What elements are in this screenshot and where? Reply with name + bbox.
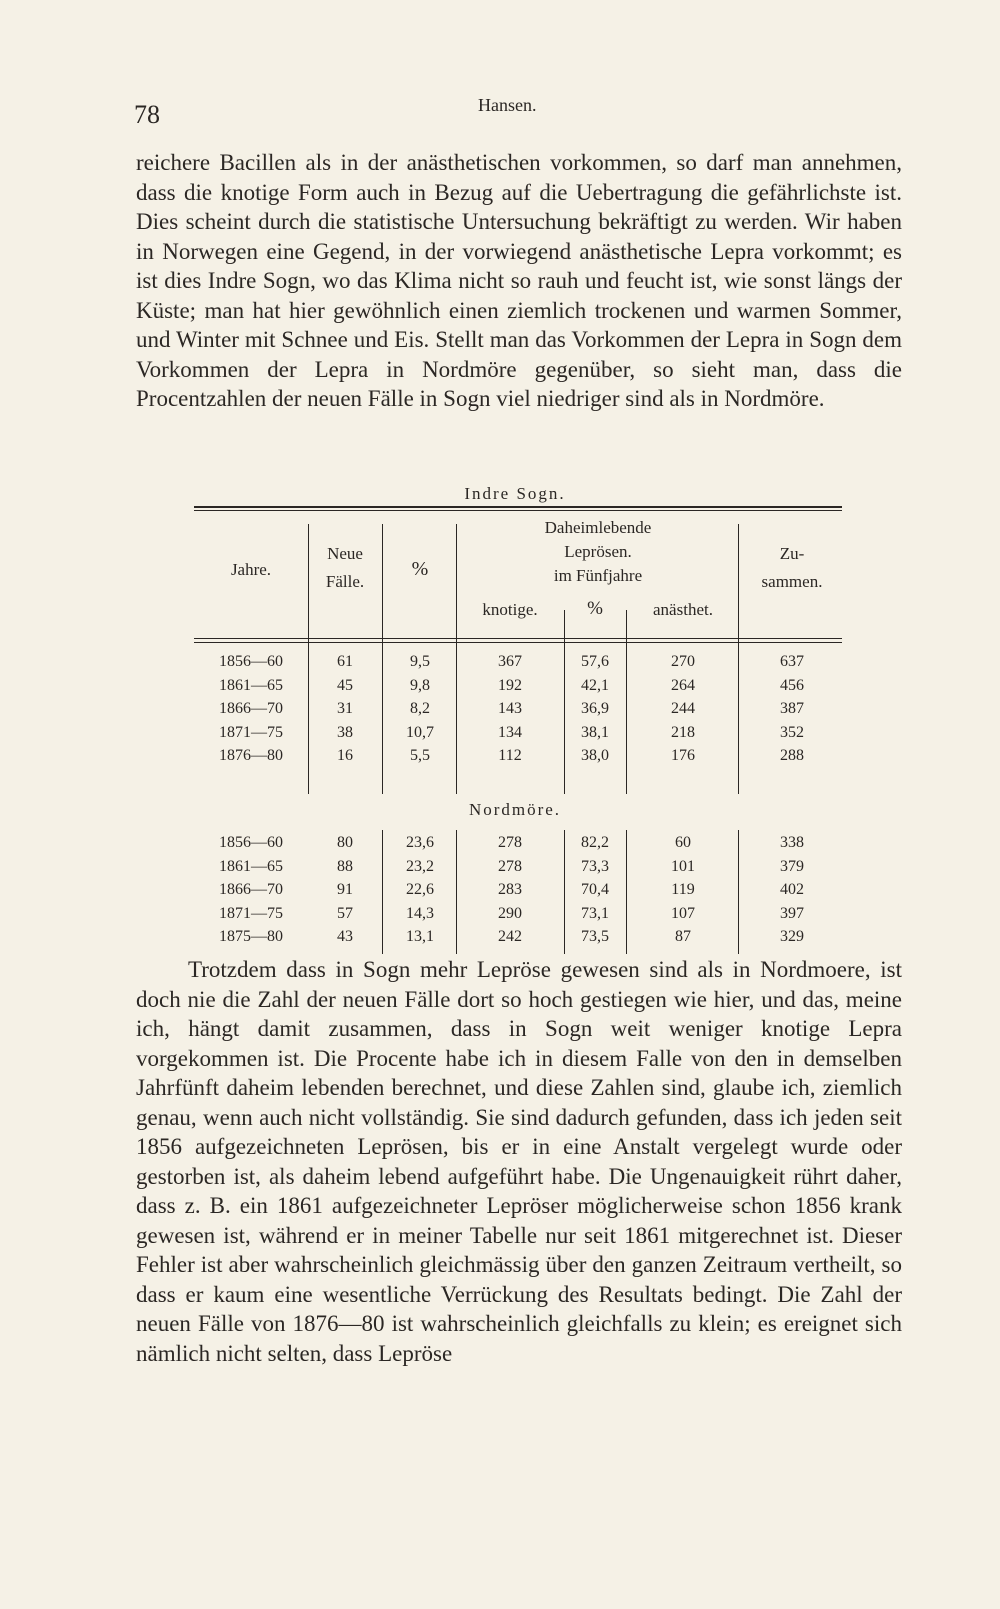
header-sammen: sammen. <box>761 572 823 591</box>
total-cell: 352 <box>780 723 804 741</box>
new-cases-cell: 57 <box>337 904 353 922</box>
percent-knotige-cell: 73,3 <box>581 857 609 875</box>
page-number: 78 <box>134 100 160 129</box>
new-cases-cell: 61 <box>337 653 353 670</box>
header-daheim-1: Daheimlebende <box>544 518 652 537</box>
anaesthet-cell: 87 <box>675 928 691 945</box>
new-cases-cell: 80 <box>337 834 353 851</box>
percent-cell: 23,6 <box>406 834 434 851</box>
knotige-cell: 278 <box>498 834 522 851</box>
percent-cell: 13,1 <box>406 928 434 945</box>
percent-cell: 8,2 <box>410 700 430 717</box>
column-divider <box>738 524 739 794</box>
header-daheim-3: im Fünfjahre <box>553 566 643 585</box>
percent-cell: 9,5 <box>410 653 430 670</box>
total-cell: 329 <box>780 928 804 945</box>
knotige-cell: 112 <box>498 747 522 764</box>
anaesthet-cell: 176 <box>671 747 695 764</box>
header-daheim-2: Leprösen. <box>564 542 632 561</box>
year-cell: 1871—75 <box>219 904 283 922</box>
header-faelle: Fälle. <box>325 572 365 591</box>
header-percent: % <box>411 558 429 580</box>
anaesthet-cell: 60 <box>675 834 691 851</box>
column-divider <box>382 830 383 954</box>
percent-cell: 9,8 <box>410 676 430 694</box>
column-divider <box>456 524 457 794</box>
column-divider <box>564 830 565 954</box>
percent-knotige-cell: 38,1 <box>581 723 609 741</box>
table-top-rule-2 <box>194 510 842 511</box>
new-cases-cell: 16 <box>337 747 353 764</box>
knotige-cell: 278 <box>498 857 522 875</box>
header-bottom-rule-2 <box>194 642 842 643</box>
percent-knotige-cell: 70,4 <box>581 881 609 898</box>
knotige-cell: 242 <box>498 928 522 945</box>
table-top-rule <box>194 506 842 508</box>
body-paragraph: reichere Bacillen als in der anästhetischen vorkommen, so darf man annehmen, dass die knotige Form auch in Bezug auf die Uebertragung die gefährlichste ist. Dies scheint durch die statistische Untersuchung bekräftigt zu werden. Wir haben in Norwegen eine Gegend, in der vorwiegend anästhetische Lepra vorkommt; es ist dies Indre Sogn, wo das Klima nicht so rauh und feucht ist, wie sonst längs der Küste; man hat hier gewöhnlich einen ziemlich trockenen und warmen Sommer, und Winter mit Schnee und Eis. Stellt man das Vorkommen der Lepra in Sogn dem Vorkommen der Lepra in Nordmöre gegenüber, so sieht man, dass die Procentzahlen der neuen Fälle in Sogn viel niedriger sind als in Nordmöre. <box>136 150 902 411</box>
total-cell: 387 <box>780 700 804 717</box>
column-divider <box>626 610 627 794</box>
percent-knotige-cell: 38,0 <box>581 747 609 764</box>
column-divider <box>738 830 739 954</box>
header-bottom-rule <box>194 638 842 639</box>
anaesthet-cell: 244 <box>671 700 695 717</box>
percent-knotige-cell: 73,5 <box>581 928 609 945</box>
column-divider <box>456 830 457 954</box>
running-head: Hansen. <box>478 95 537 115</box>
anaesthet-cell: 107 <box>671 904 695 922</box>
new-cases-cell: 91 <box>337 881 353 898</box>
header-neue: Neue <box>327 544 363 563</box>
year-cell: 1876—80 <box>219 747 283 764</box>
column-divider <box>564 610 565 794</box>
year-cell: 1856—60 <box>219 834 283 851</box>
table-caption-nordmoere: Nordmöre. <box>468 800 562 819</box>
knotige-cell: 134 <box>498 723 522 741</box>
header-jahre: Jahre. <box>230 560 272 579</box>
year-cell: 1866—70 <box>219 700 283 717</box>
new-cases-cell: 43 <box>337 928 353 945</box>
total-cell: 637 <box>780 653 804 670</box>
percent-knotige-cell: 36,9 <box>581 700 609 717</box>
new-cases-cell: 88 <box>337 857 353 875</box>
new-cases-cell: 31 <box>337 700 353 717</box>
knotige-cell: 283 <box>498 881 522 898</box>
percent-cell: 23,2 <box>406 857 434 875</box>
header-anaesthet: anästhet. <box>653 600 713 619</box>
percent-cell: 14,3 <box>406 904 434 922</box>
percent-knotige-cell: 82,2 <box>581 834 609 851</box>
percent-cell: 10,7 <box>406 723 434 741</box>
anaesthet-cell: 218 <box>671 723 695 741</box>
anaesthet-cell: 101 <box>671 857 695 875</box>
year-cell: 1866—70 <box>219 881 283 898</box>
percent-knotige-cell: 73,1 <box>581 904 609 922</box>
new-cases-cell: 45 <box>337 676 353 694</box>
header-knotige: knotige. <box>482 600 538 619</box>
knotige-cell: 143 <box>498 700 522 717</box>
column-divider <box>382 524 383 794</box>
column-divider <box>308 524 309 794</box>
header-zu: Zu- <box>779 544 805 563</box>
body-paragraph: Trotzdem dass in Sogn mehr Leprösе gewesen sind als in Nordmoere, ist doch nie die Zahl der neuen Fälle dort so hoch gestiegen wie hier, und das, meine ich, hängt damit zusammen, dass in Sogn weit weniger knotige Lepra vorgekommen ist. Die Procente habe ich in diesem Falle von den in demselben Jahrfünft daheim lebenden berechnet, und diese Zahlen sind, glaube ich, ziemlich genau, wenn auch nicht vollständig. Sie sind dadurch gefunden, dass ich jeden seit 1856 aufgezeichneten Leprösen, bis er in eine Anstalt vergelegt wurde oder gestorben ist, als daheim lebend aufgeführt habe. Die Ungenauigkeit rührt daher, dass z. B. ein 1861 aufgezeichneter Lepröser möglicherweise schon 1856 krank gewesen ist, während er in meiner Tabelle nur seit 1861 mitgerechnet ist. Dieser Fehler ist aber wahrscheinlich gleichmässig über den ganzen Zeitraum vertheilt, so dass er kaum eine wesentliche Verrückung des Resultats bedingt. Die Zahl der neuen Fälle von 1876—80 ist wahrscheinlich gleichfalls zu klein; es ereignet sich nämlich nicht selten, dass Lepröse <box>136 957 902 1366</box>
anaesthet-cell: 270 <box>671 653 695 670</box>
total-cell: 288 <box>780 747 804 764</box>
total-cell: 402 <box>780 881 804 898</box>
year-cell: 1875—80 <box>219 928 283 945</box>
column-divider <box>626 830 627 954</box>
percent-cell: 5,5 <box>410 747 430 764</box>
percent-knotige-cell: 42,1 <box>581 676 609 694</box>
table-caption-indre-sogn: Indre Sogn. <box>464 484 566 503</box>
new-cases-cell: 38 <box>337 723 353 741</box>
total-cell: 456 <box>780 676 804 694</box>
percent-cell: 22,6 <box>406 881 434 898</box>
year-cell: 1861—65 <box>219 676 283 694</box>
knotige-cell: 367 <box>498 653 522 670</box>
percent-knotige-cell: 57,6 <box>581 653 609 670</box>
total-cell: 338 <box>780 834 804 851</box>
anaesthet-cell: 119 <box>671 881 695 898</box>
year-cell: 1856—60 <box>219 653 283 670</box>
year-cell: 1871—75 <box>219 723 283 741</box>
year-cell: 1861—65 <box>219 857 283 875</box>
total-cell: 379 <box>780 857 804 875</box>
anaesthet-cell: 264 <box>671 676 695 694</box>
knotige-cell: 192 <box>498 676 522 694</box>
knotige-cell: 290 <box>498 904 522 922</box>
total-cell: 397 <box>780 904 804 922</box>
header-percent-2: % <box>587 598 603 619</box>
